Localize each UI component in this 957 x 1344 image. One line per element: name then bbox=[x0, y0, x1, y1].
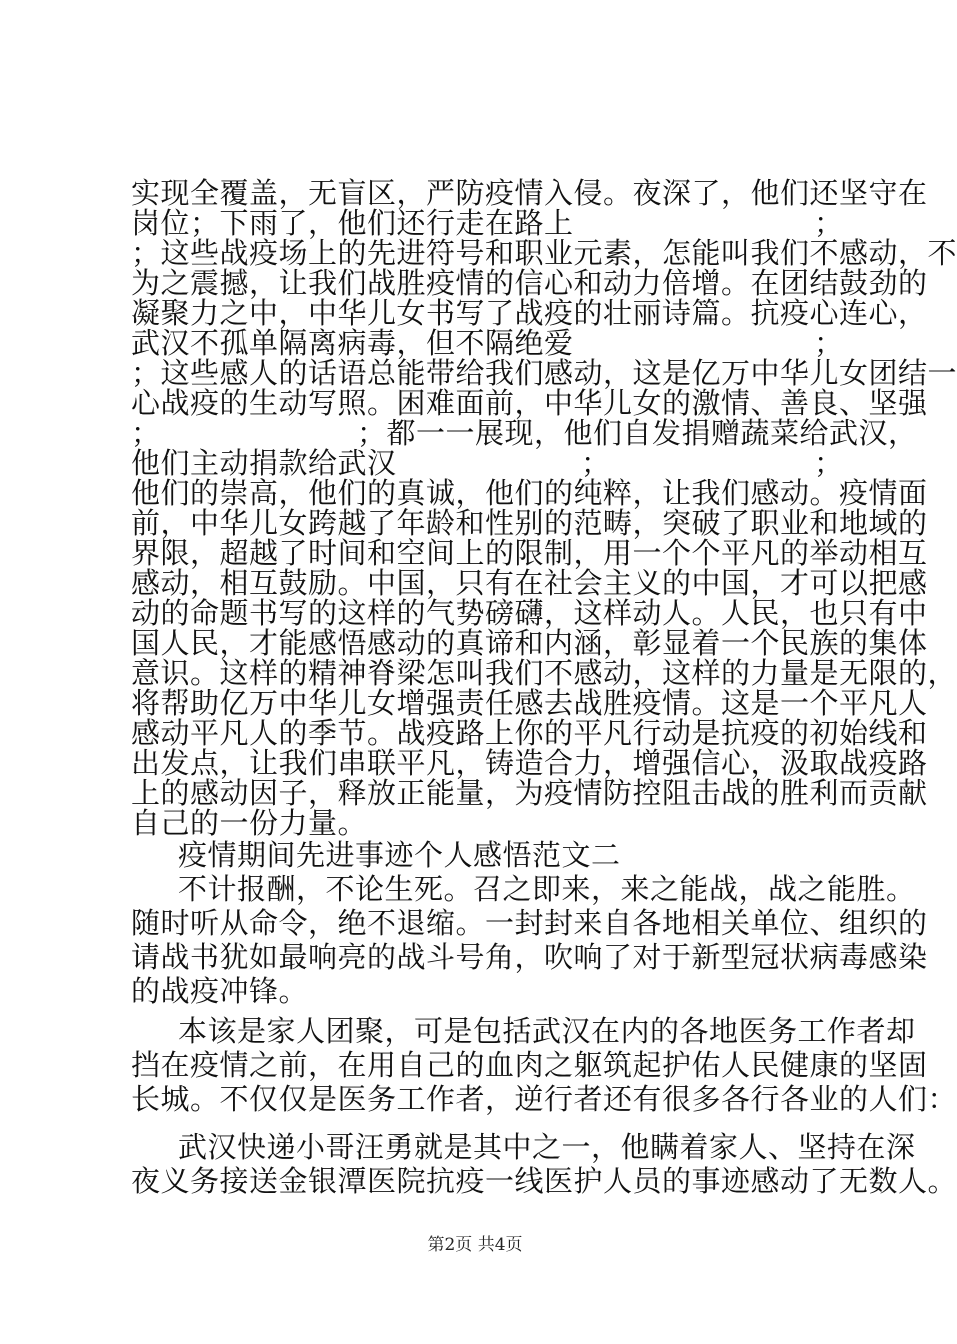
text-line: 挡在疫情之前，在用自己的血肉之躯筑起护佑人民健康的坚固 bbox=[131, 1048, 928, 1082]
section-heading: 疫情期间先进事迹个人感悟范文二 bbox=[178, 838, 621, 872]
semicolon: ； bbox=[581, 446, 611, 480]
text-segment: 他们主动捐款给武汉 bbox=[131, 446, 397, 480]
text-line: 夜义务接送金银潭医院抗疫一线医护人员的事迹感动了无数人。 bbox=[131, 1164, 957, 1198]
text-line: 上的感动因子，释放正能量，为疫情防控阻击战的胜利而贡献 bbox=[131, 776, 928, 810]
text-line: 将帮助亿万中华儿女增强责任感去战胜疫情。这是一个平凡人 bbox=[131, 686, 928, 720]
text-line bbox=[131, 416, 918, 450]
text-line: 凝聚力之中，中华儿女书写了战疫的壮丽诗篇。抗疫心连心， bbox=[131, 296, 928, 330]
text-line: ；这些战疫场上的先进符号和职业元素，怎能叫我们不感动，不 bbox=[131, 236, 957, 270]
text-line: 随时听从命令，绝不退缩。一封封来自各地相关单位、组织的 bbox=[131, 906, 928, 940]
text-line bbox=[131, 206, 844, 240]
semicolon: ； bbox=[814, 206, 844, 240]
text-line: 武汉快递小哥汪勇就是其中之一，他瞒着家人、坚持在深 bbox=[178, 1130, 916, 1164]
text-line: 心战疫的生动写照。困难面前，中华儿女的激情、善良、坚强 bbox=[131, 386, 928, 420]
text-line: 界限，超越了时间和空间上的限制，用一个个平凡的举动相互 bbox=[131, 536, 928, 570]
semicolon: ； bbox=[814, 446, 844, 480]
text-line: 他们的崇高，他们的真诚，他们的纯粹，让我们感动。疫情面 bbox=[131, 476, 928, 510]
text-line: 动的命题书写的这样的气势磅礴，这样动人。人民，也只有中 bbox=[131, 596, 928, 630]
text-line: 长城。不仅仅是医务工作者，逆行者还有很多各行各业的人们： bbox=[131, 1082, 957, 1116]
text-line: 国人民，才能感悟感动的真谛和内涵，彰显着一个民族的集体 bbox=[131, 626, 928, 660]
text-segment: 岗位；下雨了，他们还行走在路上 bbox=[131, 206, 574, 240]
text-line: 实现全覆盖，无盲区，严防疫情入侵。夜深了，他们还坚守在 bbox=[131, 176, 928, 210]
text-line: 感动，相互鼓励。中国，只有在社会主义的中国，才可以把感 bbox=[131, 566, 928, 600]
text-line: 为之震撼，让我们战胜疫情的信心和动力倍增。在团结鼓劲的 bbox=[131, 266, 928, 300]
text-segment: ；都一一展现，他们自发捐赠蔬菜给武汉， bbox=[357, 416, 918, 450]
text-line: 前，中华儿女跨越了年龄和性别的范畴，突破了职业和地域的 bbox=[131, 506, 928, 540]
text-line: 的战疫冲锋。 bbox=[131, 974, 309, 1008]
text-segment: 武汉不孤单隔离病毒，但不隔绝爱 bbox=[131, 326, 574, 360]
text-line: 请战书犹如最响亮的战斗号角，吹响了对于新型冠状病毒感染 bbox=[131, 940, 928, 974]
semicolon: ； bbox=[131, 416, 161, 450]
text-line: 不计报酬，不论生死。召之即来，来之能战，战之能胜。 bbox=[178, 872, 916, 906]
text-line: 意识。这样的精神脊梁怎叫我们不感动，这样的力量是无限的， bbox=[131, 656, 957, 690]
text-line: 自己的一份力量。 bbox=[131, 806, 368, 840]
text-line: ；这些感人的话语总能带给我们感动，这是亿万中华儿女团结一 bbox=[131, 356, 957, 390]
page-footer: 第2页 共4页 bbox=[427, 1235, 523, 1255]
text-line: 出发点，让我们串联平凡，铸造合力，增强信心，汲取战疫路 bbox=[131, 746, 928, 780]
text-line: 本该是家人团聚，可是包括武汉在内的各地医务工作者却 bbox=[178, 1014, 916, 1048]
text-line bbox=[131, 446, 844, 480]
semicolon: ； bbox=[814, 326, 844, 360]
text-line: 感动平凡人的季节。战疫路上你的平凡行动是抗疫的初始线和 bbox=[131, 716, 928, 750]
text-line bbox=[131, 326, 844, 360]
